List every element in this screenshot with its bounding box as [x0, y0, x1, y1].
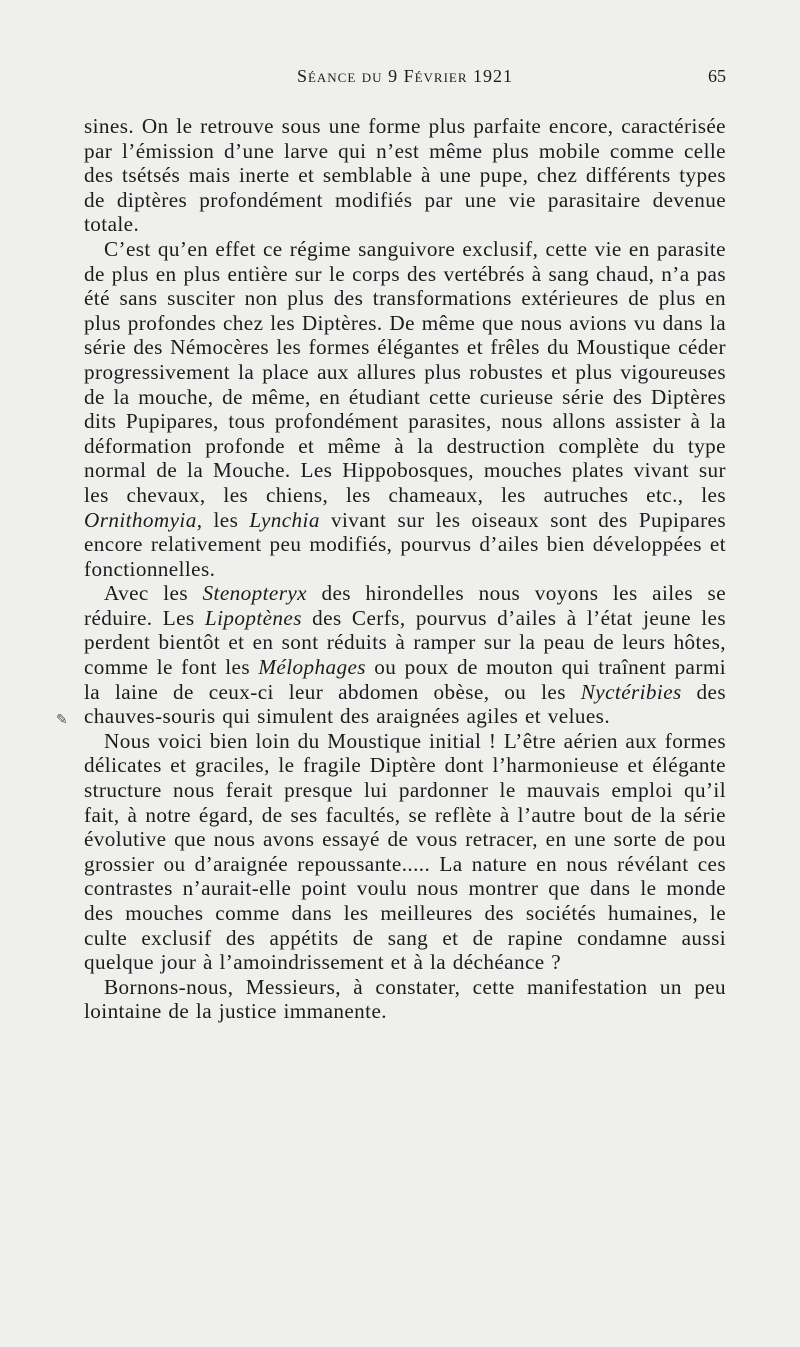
text-run: vivant sur les oiseaux sont des Pupipares encore relativement peu modifiés, pourvus d’ailes bien développées et fonctionnelles. [84, 507, 726, 581]
text-run: des hirondelles nous voyons les ailes se réduire. Les [84, 581, 726, 630]
text-run: ou poux de mouton qui traînent parmi la laine de ceux-ci leur abdomen obèse, ou les [84, 655, 726, 704]
page-header [84, 66, 726, 96]
italic-term: Mélophages [258, 655, 366, 680]
italic-term: Stenopteryx [202, 581, 307, 606]
running-title: Séance du 9 Février 1921 [296, 66, 514, 86]
page-number: 65 [708, 66, 726, 86]
text-run: des chauves-souris qui simulent des araignées agiles et velues. [84, 679, 726, 729]
italic-term: Lynchia [249, 507, 320, 532]
ink-speck-mark: ✎ [56, 713, 68, 728]
text-run: C’est qu’en effet ce régime sanguivore exclusif, cette vie en parasite de plus en plus entière sur le corps des vertébrés à sang chaud, n’a pas été sans susciter non plus des transformations extérieures de plus en plus profondes chez les Diptères. De même que nous avions vu dans la série des Némocères les formes élégantes et frêles du Moustique céder progressivement la place aux allures plus robustes et plus vigoureuses de la mouche, de même, en étudiant cette curieuse série des Diptères dits Pupipares, tous profondément parasites, nous allons assister à la déformation profonde et même à la destruction complète du type normal de la Mouche. Les Hippobosques, mouches plates vivant sur les chevaux, les chiens, les chameaux, les autruches etc., les [84, 236, 726, 507]
text-run: des Cerfs, pourvus d’ailes à l’état jeune les perdent bientôt et en sont réduits à ramper sur la peau de leurs hôtes, comme le font les [84, 605, 726, 680]
text-run: sines. On le retrouve sous une forme plus parfaite encore, caractérisée par l’émission d’une larve qui n’est même plus mobile comme celle des tsétsés mais inerte et semblable à une pupe, chez différents types de diptères profondément modifiés par une vie parasitaire devenue totale. [84, 114, 726, 237]
paragraph [84, 237, 726, 581]
paragraph [84, 975, 726, 1024]
paragraph [84, 114, 726, 237]
paragraph [84, 581, 726, 729]
italic-term: Lipoptènes [204, 605, 302, 630]
text-run: Nous voici bien loin du Moustique initial ! L’être aérien aux formes délicates et graciles, le fragile Diptère dont l’harmonieuse et élégante structure nous ferait presque lui pardonner le mauvais emploi qu’il fait, à notre égard, de ses facultés, se reflète à l’autre bout de la série évolutive que nous avons essayé de vous retracer, en une sorte de pou grossier ou d’araignée repoussante..... La nature en nous révélant ces contrastes n’aurait-elle point voulu nous montrer que dans le monde des mouches comme dans les meilleures des sociétés humaines, le culte exclusif des appétits de sang et de rapine condamne aussi quelque jour à l’amoindrissement et à la déchéance ? [84, 728, 726, 975]
paragraph [84, 729, 726, 975]
italic-term: Nyctéribies [580, 679, 682, 704]
text-run: Avec les [104, 581, 203, 606]
text-run: , les [196, 507, 250, 532]
italic-term: Ornithomyia [84, 507, 197, 532]
body-text [84, 114, 726, 1024]
text-run: Bornons-nous, Messieurs, à constater, cette manifestation un peu lointaine de la justice immanente. [84, 974, 726, 1024]
